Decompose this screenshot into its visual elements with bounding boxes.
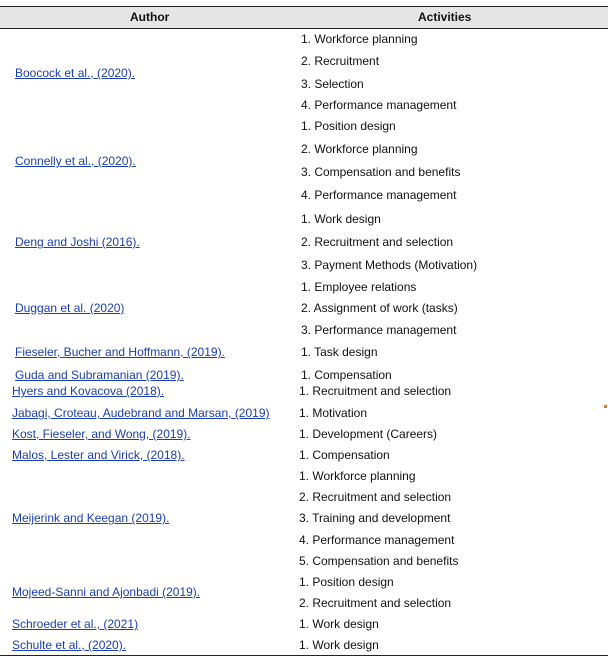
activity-item: 5. Compensation and benefits (299, 554, 459, 568)
activity-item: 1. Position design (301, 119, 396, 133)
author-link-schulte[interactable]: Schulte et al., (2020). (12, 638, 127, 652)
activity-item: 1. Compensation (301, 368, 392, 382)
edge-marker (604, 405, 607, 408)
activity-item: 2. Recruitment and selection (301, 235, 454, 249)
activity-item: 1. Recruitment and selection (299, 384, 452, 398)
activity-item: 3. Performance management (301, 323, 457, 337)
activity-item: 2. Assignment of work (tasks) (301, 301, 458, 315)
activity-item: 3. Compensation and benefits (301, 165, 461, 179)
author-column-header: Author (130, 10, 170, 24)
author-link-duggan[interactable]: Duggan et al. (2020) (15, 301, 125, 315)
activity-item: 3. Payment Methods (Motivation) (301, 258, 478, 272)
author-link-guda[interactable]: Guda and Subramanian (2019). (15, 368, 184, 382)
activity-item: 1. Work design (299, 638, 379, 652)
activities-column-header: Activities (418, 10, 472, 24)
activity-item: 2. Recruitment (301, 54, 380, 68)
author-link-kost[interactable]: Kost, Fieseler, and Wong, (2019). (12, 427, 191, 441)
activity-item: 1. Position design (299, 575, 394, 589)
activity-item: 1. Employee relations (301, 280, 417, 294)
activity-item: 3. Training and development (299, 511, 451, 525)
activity-item: 4. Performance management (301, 188, 457, 202)
activity-item: 1. Workforce planning (301, 32, 418, 46)
activity-item: 2. Recruitment and selection (299, 596, 452, 610)
author-link-meijerink[interactable]: Meijerink and Keegan (2019). (12, 511, 170, 525)
activity-item: 1. Development (Careers) (299, 427, 438, 441)
author-link-boocock[interactable]: Boocock et al., (2020). (15, 66, 136, 80)
table-bottom-border (0, 655, 608, 656)
activity-item: 3. Selection (301, 77, 364, 91)
author-link-jabagi[interactable]: Jabagi, Croteau, Audebrand and Marsan, (2019) (12, 406, 270, 420)
author-link-connelly[interactable]: Connelly et al., (2020). (15, 154, 136, 168)
activity-item: 1. Task design (301, 345, 378, 359)
author-link-fieseler[interactable]: Fieseler, Bucher and Hoffmann, (2019). (15, 345, 225, 359)
author-link-mojeed[interactable]: Mojeed-Sanni and Ajonbadi (2019). (12, 585, 201, 599)
author-link-hyers[interactable]: Hyers and Kovacova (2018). (12, 384, 165, 398)
activity-item: 1. Compensation (299, 448, 390, 462)
activity-item: 1. Workforce planning (299, 469, 416, 483)
table-header (0, 6, 608, 29)
activity-item: 1. Motivation (299, 406, 368, 420)
author-link-malos[interactable]: Malos, Lester and Virick, (2018). (12, 448, 185, 462)
author-link-deng[interactable]: Deng and Joshi (2016). (15, 235, 140, 249)
activity-item: 1. Work design (301, 212, 381, 226)
activity-item: 4. Performance management (299, 533, 455, 547)
activity-item: 2. Recruitment and selection (299, 490, 452, 504)
activity-item: 4. Performance management (301, 98, 457, 112)
activity-item: 2. Workforce planning (301, 142, 418, 156)
activity-item: 1. Work design (299, 617, 379, 631)
author-link-schroeder[interactable]: Schroeder et al., (2021) (12, 617, 139, 631)
